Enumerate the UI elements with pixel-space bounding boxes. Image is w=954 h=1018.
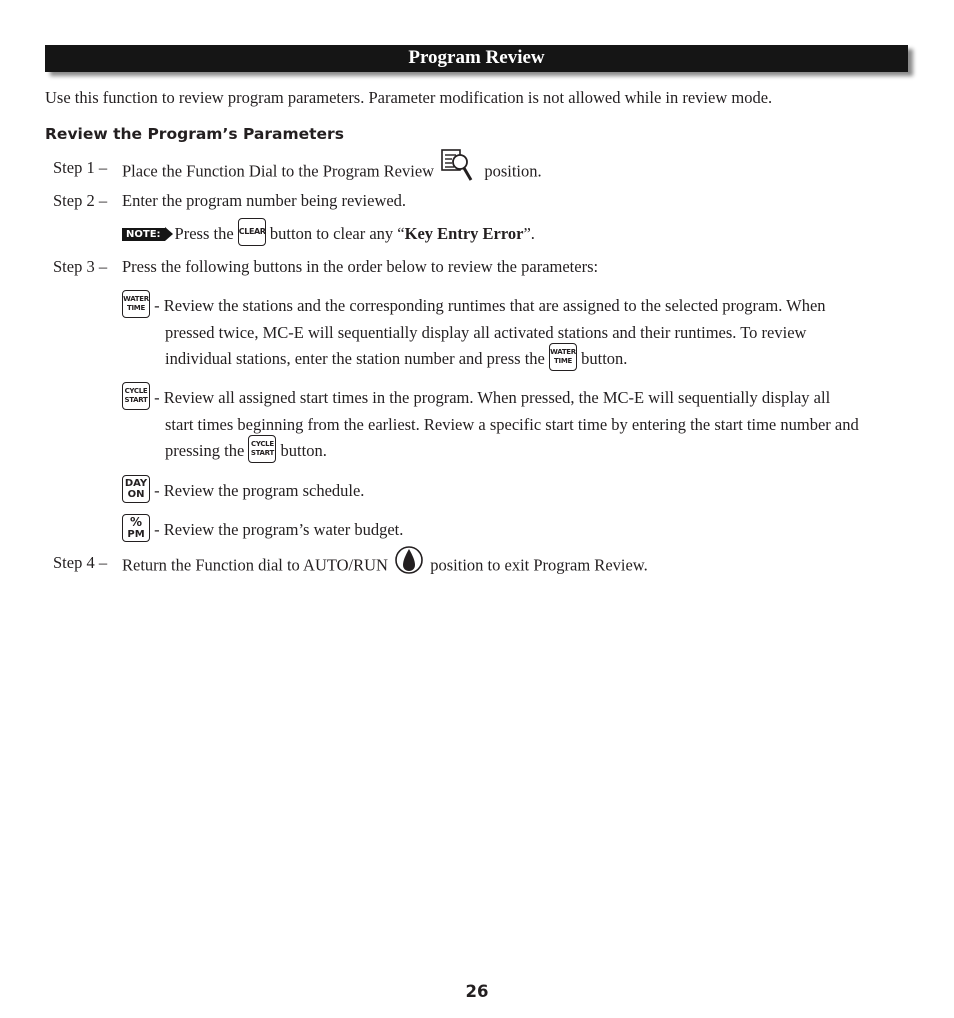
cycle-start-inline-line1: CYCLE	[250, 440, 274, 449]
cycle-start-line3	[165, 441, 327, 463]
cycle-start-line3-before: pressing the	[165, 441, 245, 460]
water-time-item	[122, 296, 826, 318]
step-4-text-before: Return the Function dial to AUTO/RUN	[122, 555, 388, 575]
auto-run-dial-icon	[394, 545, 424, 580]
day-on-key-icon	[122, 475, 150, 503]
day-on-item	[122, 478, 365, 503]
day-on-text: - Review the program schedule.	[154, 481, 365, 500]
water-budget-text: - Review the program’s water budget.	[154, 520, 404, 539]
water-time-key-line2: TIME	[127, 304, 145, 313]
cycle-start-item	[122, 388, 830, 410]
day-on-key-line1: DAY	[124, 478, 148, 490]
water-time-line3	[165, 349, 627, 371]
cycle-start-key-line2: START	[124, 396, 148, 405]
cycle-start-line1: - Review all assigned start times in the program. When pressed, the MC-E will sequentially display all	[154, 388, 831, 407]
water-time-line3-after: button.	[581, 349, 628, 368]
step-4-label: Step 4 –	[53, 553, 108, 572]
note-line	[122, 224, 535, 246]
note-badge: NOTE:	[122, 228, 165, 241]
step-1-text-before: Place the Function Dial to the Program Review	[122, 161, 435, 181]
cycle-start-line2: start times beginning from the earliest. Review a specific start time by entering the start time number and	[165, 415, 859, 434]
day-on-key-line2: ON	[127, 489, 145, 501]
water-time-line3-before: individual stations, enter the station number and press the	[165, 349, 545, 368]
note-text-before: Press the	[174, 224, 234, 243]
water-time-line1: - Review the stations and the corresponding runtimes that are assigned to the selected program. When	[154, 296, 826, 315]
note-text-after: ”.	[523, 224, 535, 243]
step-1-label: Step 1 –	[53, 158, 108, 177]
cycle-start-key-line1: CYCLE	[124, 387, 148, 396]
water-budget-item	[122, 515, 404, 542]
page-number: 26	[465, 982, 489, 1001]
step-4-text	[122, 553, 648, 580]
step-4-text-after: position to exit Program Review.	[430, 555, 648, 575]
water-time-key-icon-inline	[549, 343, 577, 371]
step-2-label: Step 2 –	[53, 191, 108, 210]
step-1-text-after: position.	[484, 161, 542, 181]
water-time-key-line1: WATER	[123, 295, 149, 304]
cycle-start-inline-line2: START	[250, 449, 274, 458]
water-time-inline-line2: TIME	[554, 357, 572, 366]
step-3-text: Press the following buttons in the order below to review the parameters:	[122, 257, 599, 276]
step-3-label: Step 3 –	[53, 257, 108, 276]
note-bold: Key Entry Error	[404, 224, 524, 243]
cycle-start-key-icon	[122, 382, 150, 410]
section-heading: Review the Program’s Parameters	[45, 125, 344, 143]
step-1-text	[122, 158, 542, 187]
percent-pm-key-icon	[122, 514, 150, 542]
percent-pm-key-line2: PM	[127, 529, 145, 541]
cycle-start-key-icon-inline	[248, 435, 276, 463]
intro-paragraph: Use this function to review program parameters. Parameter modification is not allowed while in review mode.	[45, 88, 773, 107]
clear-key-icon: CLEAR	[238, 218, 266, 246]
page-title: Program Review	[45, 45, 908, 72]
percent-pm-key-line1: %	[129, 515, 143, 530]
water-time-inline-line1: WATER	[550, 348, 576, 357]
step-2-text: Enter the program number being reviewed.	[122, 191, 407, 210]
note-text-middle: button to clear any “	[269, 224, 405, 243]
water-time-key-icon	[122, 290, 150, 318]
cycle-start-line3-after: button.	[280, 441, 327, 460]
program-review-icon	[440, 148, 474, 187]
water-time-line2: pressed twice, MC-E will sequentially display all activated stations and their runtimes. To review	[165, 323, 807, 342]
